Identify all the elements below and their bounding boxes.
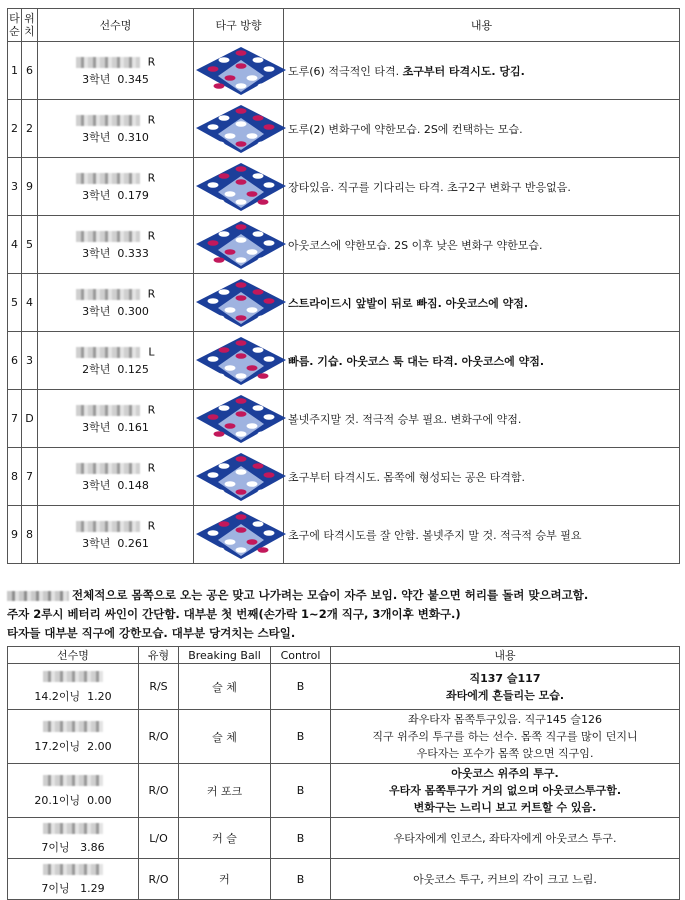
spray-chart <box>194 510 288 560</box>
spray-zone <box>236 431 247 437</box>
lineup-body <box>8 42 680 564</box>
spray-zone <box>208 298 219 304</box>
field-position: 6 <box>22 42 38 100</box>
batting-hand: R <box>147 287 156 301</box>
spray-cell <box>194 274 284 332</box>
batting-order: 3 <box>8 158 22 216</box>
pitcher-note: 우타자에게 인코스, 좌타자에게 아웃코스 투구. <box>393 831 617 845</box>
control-grade: B <box>271 859 331 900</box>
lineup-header-row <box>8 9 680 42</box>
content-cell <box>284 332 680 390</box>
breaking-ball: 커 <box>179 859 271 900</box>
order-header: 타 순 <box>8 9 22 42</box>
spray-chart <box>194 220 288 270</box>
lineup-row <box>8 100 680 158</box>
spray-zone <box>258 373 269 379</box>
spray-zone <box>219 521 230 527</box>
pitcher-cell <box>8 859 139 900</box>
spray-cell <box>194 216 284 274</box>
batting-hand: R <box>147 519 156 533</box>
pitcher-content-header: 내용 <box>331 647 680 664</box>
content-text: 빠름. 기습. 아웃코스 툭 대는 타격. 아웃코스에 약점. <box>288 354 545 368</box>
lineup-row <box>8 216 680 274</box>
breaking-ball: 커 슬 <box>179 818 271 859</box>
spray-chart <box>194 336 288 386</box>
spray-zone <box>236 63 247 69</box>
player-header: 선수명 <box>38 9 194 42</box>
pitcher-note: 변화구는 느리니 보고 커트할 수 있음. <box>413 801 597 814</box>
spray-zone <box>258 315 269 321</box>
spray-zone <box>236 295 247 301</box>
lineup-row <box>8 390 680 448</box>
spray-zone <box>208 530 219 536</box>
grade-average: 3학년 0.161 <box>82 420 149 434</box>
redacted-player-name <box>76 173 140 184</box>
control-grade: B <box>271 818 331 859</box>
batting-hand: R <box>147 461 156 475</box>
player-cell <box>38 42 194 100</box>
field-position: 5 <box>22 216 38 274</box>
spray-zone <box>253 289 264 295</box>
player-cell <box>38 216 194 274</box>
pitcher-note: 직137 슬117 <box>469 671 541 685</box>
spray-zone <box>258 141 269 147</box>
field-position: 7 <box>22 448 38 506</box>
content-text: 장타있음. 직구를 기다리는 타격. 초구2구 변화구 반응없음. <box>288 180 571 194</box>
pitcher-type: R/S <box>139 664 179 710</box>
spray-zone <box>247 191 258 197</box>
pitcher-content <box>331 664 680 710</box>
spray-chart <box>194 104 288 154</box>
content-cell <box>284 274 680 332</box>
batting-order: 6 <box>8 332 22 390</box>
redacted-pitcher-name <box>43 864 103 875</box>
content-cell <box>284 100 680 158</box>
pitcher-name-header: 선수명 <box>8 647 139 664</box>
redacted-player-name <box>76 231 140 242</box>
spray-chart <box>194 162 288 212</box>
spray-zone <box>236 373 247 379</box>
spray-zone <box>208 240 219 246</box>
lineup-row <box>8 448 680 506</box>
pitcher-body <box>8 664 680 900</box>
lineup-row <box>8 42 680 100</box>
spray-zone <box>236 141 247 147</box>
spray-zone <box>264 356 275 362</box>
batting-hand: R <box>147 171 156 185</box>
spray-zone <box>219 57 230 63</box>
spray-zone <box>219 347 230 353</box>
spray-zone <box>236 50 247 56</box>
spray-zone <box>225 191 236 197</box>
spray-zone <box>236 121 247 127</box>
spray-zone <box>258 489 269 495</box>
spray-zone <box>236 108 247 114</box>
pitcher-content <box>331 710 680 764</box>
pitcher-note: 좌타에게 흔들리는 모습. <box>445 688 565 702</box>
spray-zone <box>253 231 264 237</box>
spray-zone <box>258 199 269 205</box>
pitcher-cell <box>8 764 139 818</box>
redacted-pitcher-name <box>43 671 103 682</box>
spray-chart <box>194 394 288 444</box>
spray-zone <box>214 431 225 437</box>
pitcher-type: R/O <box>139 710 179 764</box>
pitcher-row <box>8 664 680 710</box>
pitcher-cell <box>8 818 139 859</box>
player-cell <box>38 332 194 390</box>
pitcher-cell <box>8 710 139 764</box>
content-text: 아웃코스에 약한모습. 2S 이후 낮은 변화구 약한모습. <box>288 238 543 252</box>
spray-zone <box>264 472 275 478</box>
control-grade: B <box>271 664 331 710</box>
spray-zone <box>247 133 258 139</box>
spray-header: 타구 방향 <box>194 9 284 42</box>
content-text: 초구부터 타격시도. 몸쪽에 형성되는 공은 타격함. <box>288 470 525 484</box>
spray-zone <box>247 249 258 255</box>
lineup-table <box>7 8 680 564</box>
content-cell <box>284 42 680 100</box>
pitcher-header-row <box>8 647 680 664</box>
spray-zone <box>225 133 236 139</box>
content-bold: 초구부터 타격시도. 당김. <box>402 64 525 78</box>
grade-average: 3학년 0.310 <box>82 130 149 144</box>
spray-zone <box>247 75 258 81</box>
redacted-pitcher-name <box>43 775 103 786</box>
field-position: 8 <box>22 506 38 564</box>
spray-zone <box>236 237 247 243</box>
content-cell <box>284 506 680 564</box>
spray-cell <box>194 42 284 100</box>
spray-zone <box>214 547 225 553</box>
lineup-row <box>8 506 680 564</box>
spray-zone <box>264 240 275 246</box>
spray-zone <box>208 472 219 478</box>
breaking-header: Breaking Ball <box>179 647 271 664</box>
spray-zone <box>236 257 247 263</box>
pitcher-type: R/O <box>139 764 179 818</box>
redacted-player-name <box>76 57 140 68</box>
spray-zone <box>253 521 264 527</box>
batting-order: 1 <box>8 42 22 100</box>
redacted-player-name <box>76 405 140 416</box>
spray-zone <box>219 289 230 295</box>
spray-zone <box>247 481 258 487</box>
spray-zone <box>236 547 247 553</box>
spray-zone <box>264 66 275 72</box>
position-header: 위 치 <box>22 9 38 42</box>
pitcher-note: 좌우타자 몸쪽투구있음. 직구145 슬126 <box>407 713 603 726</box>
redacted-team-name <box>7 591 69 601</box>
grade-average: 3학년 0.179 <box>82 188 149 202</box>
field-position: 9 <box>22 158 38 216</box>
batting-order: 2 <box>8 100 22 158</box>
control-grade: B <box>271 710 331 764</box>
pitcher-table <box>7 646 680 900</box>
pitcher-content <box>331 859 680 900</box>
grade-average: 3학년 0.261 <box>82 536 149 550</box>
spray-zone <box>264 182 275 188</box>
spray-zone <box>247 307 258 313</box>
spray-zone <box>253 463 264 469</box>
batting-order: 9 <box>8 506 22 564</box>
player-cell <box>38 390 194 448</box>
redacted-player-name <box>76 115 140 126</box>
spray-zone <box>253 57 264 63</box>
spray-zone <box>214 199 225 205</box>
lineup-row <box>8 274 680 332</box>
field-position: 3 <box>22 332 38 390</box>
spray-zone <box>236 411 247 417</box>
spray-zone <box>236 456 247 462</box>
spray-zone <box>225 481 236 487</box>
spray-zone <box>258 547 269 553</box>
spray-zone <box>208 414 219 420</box>
spray-zone <box>219 173 230 179</box>
spray-zone <box>258 83 269 89</box>
redacted-player-name <box>76 521 140 532</box>
spray-chart <box>194 452 288 502</box>
pitcher-type: L/O <box>139 818 179 859</box>
control-header: Control <box>271 647 331 664</box>
spray-zone <box>247 423 258 429</box>
scouting-summary: 전체적으로 몸쪽으로 오는 공은 맞고 나가려는 모습이 자주 보임. 약간 붙으면 허리를 돌려 맞으려고함. 주자 2루시 베터리 싸인이 간단함. 대부분 첫 번째(손가락 1~2개 직구, 3개이후 변화구.) 타자들 대부분 직구에 강한모습. 대부분 당겨치는 스타일. <box>7 588 589 640</box>
spray-zone <box>225 75 236 81</box>
grade-average: 2학년 0.125 <box>82 362 149 376</box>
player-cell <box>38 100 194 158</box>
pitcher-note: 우타자는 포수가 몸쪽 앉으면 직구임. <box>416 747 594 760</box>
content-cell <box>284 158 680 216</box>
redacted-pitcher-name <box>43 721 103 732</box>
spray-cell <box>194 332 284 390</box>
control-grade: B <box>271 764 331 818</box>
innings-era: 14.2이닝 1.20 <box>34 689 112 703</box>
content-cell <box>284 448 680 506</box>
lineup-row <box>8 158 680 216</box>
innings-era: 7이닝 3.86 <box>41 841 105 854</box>
spray-zone <box>219 115 230 121</box>
spray-zone <box>214 489 225 495</box>
spray-zone <box>236 83 247 89</box>
content-text: 도루(2) 변화구에 약한모습. 2S에 컨택하는 모습. <box>288 122 523 136</box>
batting-order: 7 <box>8 390 22 448</box>
batting-hand: R <box>147 113 156 127</box>
redacted-player-name <box>76 347 140 358</box>
innings-era: 17.2이닝 2.00 <box>34 739 112 753</box>
spray-zone <box>236 166 247 172</box>
content-cell <box>284 216 680 274</box>
breaking-ball: 슬 체 <box>179 664 271 710</box>
spray-zone <box>225 307 236 313</box>
spray-zone <box>253 173 264 179</box>
spray-zone <box>253 347 264 353</box>
breaking-ball: 슬 체 <box>179 710 271 764</box>
pitcher-note: 직구 위주의 투구를 하는 선수. 몸쪽 직구를 많이 던지니 <box>372 730 638 743</box>
spray-zone <box>236 527 247 533</box>
spray-zone <box>247 365 258 371</box>
spray-zone <box>236 514 247 520</box>
innings-era: 7이닝 1.29 <box>41 882 105 895</box>
spray-zone <box>236 398 247 404</box>
pitcher-note: 아웃코스 투구, 커브의 각이 크고 느림. <box>413 872 597 886</box>
innings-era: 20.1이닝 0.00 <box>34 793 112 807</box>
spray-zone <box>236 199 247 205</box>
player-cell <box>38 506 194 564</box>
spray-zone <box>236 315 247 321</box>
spray-zone <box>236 179 247 185</box>
spray-zone <box>208 356 219 362</box>
pitcher-row <box>8 818 680 859</box>
spray-zone <box>225 423 236 429</box>
spray-zone <box>214 315 225 321</box>
spray-zone <box>247 539 258 545</box>
player-cell <box>38 274 194 332</box>
spray-zone <box>236 353 247 359</box>
type-header: 유형 <box>139 647 179 664</box>
batting-hand: R <box>147 403 156 417</box>
spray-zone <box>214 141 225 147</box>
lineup-row <box>8 332 680 390</box>
spray-zone <box>214 83 225 89</box>
field-position: D <box>22 390 38 448</box>
spray-cell <box>194 390 284 448</box>
spray-zone <box>258 257 269 263</box>
batting-hand: L <box>148 345 155 359</box>
spray-zone <box>253 405 264 411</box>
batting-order: 4 <box>8 216 22 274</box>
player-cell <box>38 448 194 506</box>
pitcher-row <box>8 859 680 900</box>
spray-zone <box>219 231 230 237</box>
content-plain: 도루(6) 적극적인 타격. <box>288 64 403 78</box>
redacted-player-name <box>76 289 140 300</box>
pitcher-cell <box>8 664 139 710</box>
spray-zone <box>258 431 269 437</box>
player-cell <box>38 158 194 216</box>
spray-zone <box>208 124 219 130</box>
spray-zone <box>236 282 247 288</box>
spray-zone <box>225 249 236 255</box>
spray-chart <box>194 46 288 96</box>
content-text: 초구에 타격시도를 잘 안함. 볼넷주지 말 것. 적극적 승부 필요 <box>288 528 582 542</box>
spray-zone <box>219 405 230 411</box>
redacted-pitcher-name <box>43 823 103 834</box>
spray-zone <box>214 257 225 263</box>
batting-hand: R <box>147 229 156 243</box>
content-text: 볼넷주지말 것. 적극적 승부 필요. 변화구에 약점. <box>288 412 522 426</box>
pitcher-row <box>8 710 680 764</box>
spray-cell <box>194 506 284 564</box>
spray-zone <box>208 182 219 188</box>
spray-zone <box>264 298 275 304</box>
field-position: 4 <box>22 274 38 332</box>
batting-hand: R <box>147 55 156 69</box>
grade-average: 3학년 0.345 <box>82 72 149 86</box>
batting-order: 5 <box>8 274 22 332</box>
content-cell <box>284 390 680 448</box>
grade-average: 3학년 0.148 <box>82 478 149 492</box>
pitcher-note: 우타자 몸쪽투구가 거의 없으며 아웃코스투구함. <box>388 784 621 797</box>
spray-zone <box>208 66 219 72</box>
pitcher-type: R/O <box>139 859 179 900</box>
pitcher-note: 아웃코스 위주의 투구. <box>451 767 559 780</box>
breaking-ball: 커 포크 <box>179 764 271 818</box>
spray-zone <box>264 530 275 536</box>
spray-cell <box>194 158 284 216</box>
spray-zone <box>236 224 247 230</box>
spray-zone <box>236 469 247 475</box>
spray-cell <box>194 448 284 506</box>
content-text: 스트라이드시 앞발이 뒤로 빠짐. 아웃코스에 약점. <box>288 296 529 310</box>
spray-zone <box>225 365 236 371</box>
spray-zone <box>264 414 275 420</box>
field-position: 2 <box>22 100 38 158</box>
pitcher-row <box>8 764 680 818</box>
spray-zone <box>236 489 247 495</box>
grade-average: 3학년 0.333 <box>82 246 149 260</box>
spray-zone <box>214 373 225 379</box>
content-header: 내용 <box>284 9 680 42</box>
spray-zone <box>236 340 247 346</box>
spray-chart <box>194 278 288 328</box>
spray-zone <box>219 463 230 469</box>
grade-average: 3학년 0.300 <box>82 304 149 318</box>
pitcher-content <box>331 764 680 818</box>
spray-zone <box>264 124 275 130</box>
spray-cell <box>194 100 284 158</box>
spray-zone <box>225 539 236 545</box>
redacted-player-name <box>76 463 140 474</box>
pitcher-content <box>331 818 680 859</box>
batting-order: 8 <box>8 448 22 506</box>
spray-zone <box>253 115 264 121</box>
